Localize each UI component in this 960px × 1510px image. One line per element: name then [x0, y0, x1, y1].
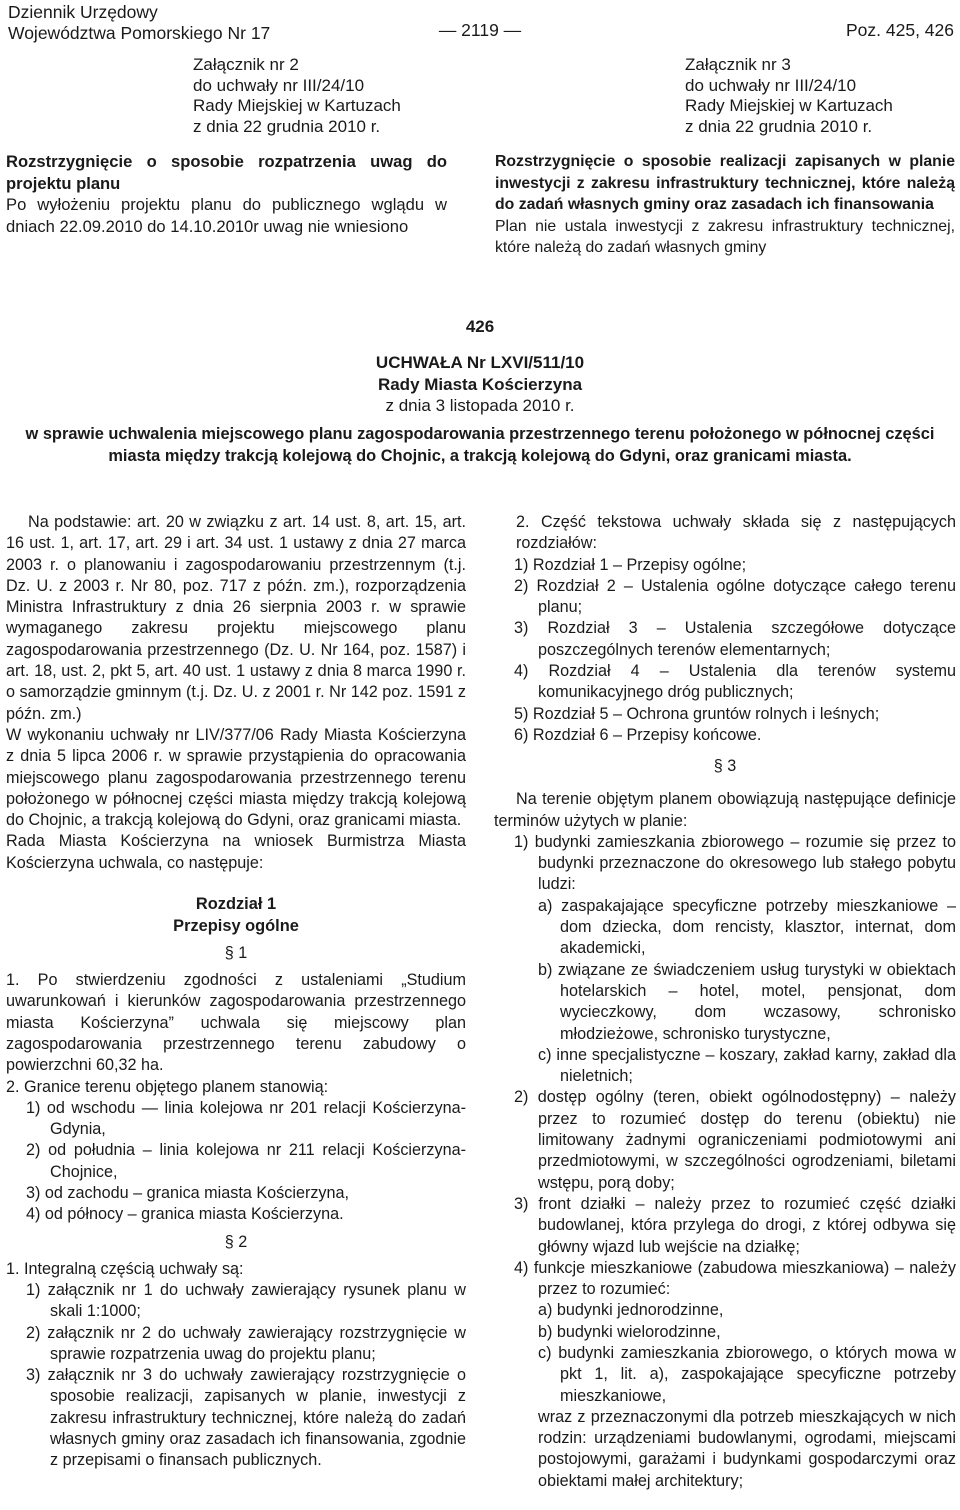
section-1-heading: § 1	[224, 944, 248, 963]
resolution-title: UCHWAŁA Nr LXVI/511/10	[375, 353, 585, 372]
chapter-list-item: 1) Rozdział 1 – Przepisy ogólne;	[514, 555, 747, 574]
annex2-body: Po wyłożeniu projektu planu do publicznego wglądu w dniach 22.09.2010 do 14.10.2010r uwag nie wniesiono	[6, 195, 447, 236]
legal-basis: Na podstawie: art. 20 w związku z art. 14 ust. 8, art. 15, art. 16 ust. 1, art. 17, art. 29 i art. 34 ust. 1 ustawy z dnia 27 marca 2003 r. o planowaniu i zagospodarowaniu przestrzennym (t.j. Dz. U. z 2003 r. Nr 80, poz. 717 z późn. zm.), rozporządzenia Ministra Infrastruktury z dnia 26 sierpnia 2003 r. w sprawie wymaganego zakresu projektu miejscowego planu zagospodarowania przestrzennego (Dz. U. Nr 164, poz. 1587) i art. 18, ust. 2, pkt 5, art. 40 ust. 1 ustawy z dnia 8 marca 1990 r. o samorządzie gminnym (t.j. Dz. U. z 2001 r. Nr 142 poz. 1591 z późn. zm.)	[6, 513, 466, 723]
definition-item: 3) front działki – należy przez to rozumieć część działki budowlanej, która przylega do drogi, z której odbywa się główny wjazd lub wejście na działkę;	[514, 1194, 956, 1256]
definition-subitem: a) zaspakajające specyficzne potrzeby mieszkaniowe – dom dziecka, dom rencisty, klasztor, internat, dom akademicki,	[538, 896, 956, 958]
position-number: Poz. 425, 426	[846, 20, 954, 40]
list-item: 4) od północy – granica miasta Kościerzyna.	[26, 1205, 344, 1224]
right-column	[494, 512, 956, 1492]
chapter-list-item: 5) Rozdział 5 – Ochrona gruntów rolnych i leśnych;	[514, 704, 880, 723]
annex3-heading	[685, 55, 893, 137]
definition-subitem: c) budynki zamieszkania zbiorowego, o których mowa w pkt 1, lit. a), zaspokajające specyficzne potrzeby mieszkaniowe,	[538, 1343, 956, 1405]
definition-subitem: c) inne specjalistyczne – koszary, zakład karny, zakład dla nieletnich;	[538, 1045, 956, 1086]
annex3-body: Plan nie ustala inwestycji z zakresu infrastruktury technicznej, które należą do zadań własnych gminy	[495, 217, 955, 256]
chapter-list-item: 3) Rozdział 3 – Ustalenia szczegółowe dotyczące poszczególnych terenów elementarnych;	[514, 619, 956, 659]
definition-subitem: b) związane ze świadczeniem usług turystyki w obiektach hotelarskich – hotel, motel, pensjonat, dom wycieczkowy, dom wczasowy, schronisko młodzieżowe, schronisko turystyczne,	[538, 960, 956, 1043]
definition-subitem: a) budynki jednorodzinne,	[538, 1301, 724, 1320]
list-item: 1) załącznik nr 1 do uchwały zawierający rysunek planu w skali 1:1000;	[26, 1280, 466, 1321]
annex3-line: Rady Miejskiej w Kartuzach	[685, 96, 893, 115]
section-2-heading: § 2	[224, 1232, 248, 1251]
resolution-subject: w sprawie uchwalenia miejscowego planu zagospodarowania przestrzennego terenu położonego w północnej części miasta między trakcją kolejową do Chojnic, a trakcją kolejową do Gdyni, oraz granicami miasta.	[25, 425, 935, 465]
chapter-heading: Rozdział 1	[195, 895, 277, 914]
annex2-line: do uchwały nr III/24/10	[193, 75, 365, 95]
s1-paragraph-1: 1. Po stwierdzeniu zgodności z ustaleniami „Studium uwarunkowań i kierunków zagospodarowania przestrzennego miasta Kościerzyna” uchwala się miejscowy plan zagospodarowania przestrzennego terenu zabudowy o powierzchni 60,32 ha.	[6, 971, 466, 1075]
annex3-line: do uchwały nr III/24/10	[685, 75, 857, 95]
journal-issue: Województwa Pomorskiego Nr 17	[8, 23, 271, 43]
annex2-line: Załącznik nr 2	[193, 55, 299, 74]
definition-item: 2) dostęp ogólny (teren, obiekt ogólnodostępny) – należy przez to rozumieć dostęp do terenu (obiektu) nie limitowany żadnymi ograniczeniami podmiotowymi ani przedmiotowymi, w szczególności ogrodzeniami, biletami wstępu, porą doby;	[514, 1088, 956, 1192]
definition-subitem: b) budynki wielorodzinne,	[538, 1322, 721, 1341]
s2-paragraph-1: 1. Integralną częścią uchwały są:	[6, 1259, 244, 1278]
annex3-line: z dnia 22 grudnia 2010 r.	[685, 116, 873, 136]
s3-intro: Na terenie objętym planem obowiązują następujące definicje terminów użytych w planie:	[494, 790, 956, 830]
enacting-clause: Rada Miasta Kościerzyna na wniosek Burmistrza Miasta Kościerzyna uchwala, co następuje:	[6, 832, 466, 872]
list-item: 2) od południa – linia kolejowa nr 211 relacji Kościerzyna-Chojnice,	[26, 1141, 466, 1181]
journal-title: Dziennik Urzędowy	[8, 2, 158, 22]
definition-item: 1) budynki zamieszkania zbiorowego – rozumie się przez to budynki przeznaczone do okresowego lub stałego pobytu ludzi:	[514, 832, 956, 894]
chapter-list-item: 2) Rozdział 2 – Ustalenia ogólne dotyczące całego terenu planu;	[514, 576, 956, 617]
s2-paragraph-2: 2. Część tekstowa uchwały składa się z następujących rozdziałów:	[516, 513, 956, 553]
list-item: 2) załącznik nr 2 do uchwały zawierający rozstrzygnięcie w sprawie rozpatrzenia uwag do projektu planu;	[26, 1323, 466, 1363]
annex2-line: Rady Miejskiej w Kartuzach	[193, 96, 401, 115]
annex3-title: Rozstrzygnięcie o sposobie realizacji zapisanych w planie inwestycji z zakresu infrastruktury technicznej, które należą do zadań własnych gminy oraz zasadach ich finansowania	[495, 153, 955, 213]
resolution-date: z dnia 3 listopada 2010 r.	[385, 396, 575, 415]
resolution-number: 426	[465, 317, 495, 336]
list-item: 1) od wschodu — linia kolejowa nr 201 relacji Kościerzyna-Gdynia,	[26, 1098, 466, 1139]
annex2-heading	[193, 55, 401, 137]
annex2-line: z dnia 22 grudnia 2010 r.	[193, 116, 381, 136]
annex2-title: Rozstrzygnięcie o sposobie rozpatrzenia uwag do projektu planu	[6, 152, 447, 193]
annex3-line: Załącznik nr 3	[685, 55, 791, 74]
list-item: 3) załącznik nr 3 do uchwały zawierający rozstrzygnięcie o sposobie realizacji, zapisanych w planie, inwestycji z zakresu infrastruktury technicznej, które należą do zadań własnych gminy oraz zasadach ich finansowania, zgodnie z przepisami o finansach publicznych.	[26, 1366, 466, 1470]
left-column	[6, 512, 466, 1472]
resolution-council: Rady Miasta Kościerzyna	[377, 375, 583, 394]
annex3-section	[495, 151, 955, 259]
chapter-list-item: 6) Rozdział 6 – Przepisy końcowe.	[514, 725, 762, 744]
definition-item: 4) funkcje mieszkaniowe (zabudowa mieszkaniowa) – należy przez to rozumieć:	[514, 1258, 956, 1299]
list-item: 3) od zachodu – granica miasta Kościerzyna,	[26, 1184, 350, 1203]
annex2-section	[6, 151, 447, 237]
page-number: — 2119 —	[438, 20, 522, 40]
execution-clause: W wykonaniu uchwały nr LIV/377/06 Rady Miasta Kościerzyna z dnia 5 lipca 2006 r. w sprawie przystąpienia do opracowania miejscowego planu zagospodarowania przestrzennego terenu położonego w północnej części miasta między trakcją kolejową do Chojnic, a trakcją kolejową do Gdyni, oraz granicami miasta.	[6, 725, 466, 830]
s1-paragraph-2: 2. Granice terenu objętego planem stanowią:	[6, 1077, 329, 1096]
resolution-heading	[0, 316, 960, 416]
section-3-heading: § 3	[713, 757, 737, 776]
chapter-title: Przepisy ogólne	[173, 916, 299, 935]
chapter-list-item: 4) Rozdział 4 – Ustalenia dla terenów systemu komunikacyjnego dróg publicznych;	[514, 662, 956, 702]
definition-tail: wraz z przeznaczonymi dla potrzeb mieszkających w nich rodzin: urządzeniami budowlanymi, ogrodami, miejscami postojowymi, garażami i budynkami gospodarczymi oraz obiektami małej architektury;	[538, 1407, 956, 1490]
